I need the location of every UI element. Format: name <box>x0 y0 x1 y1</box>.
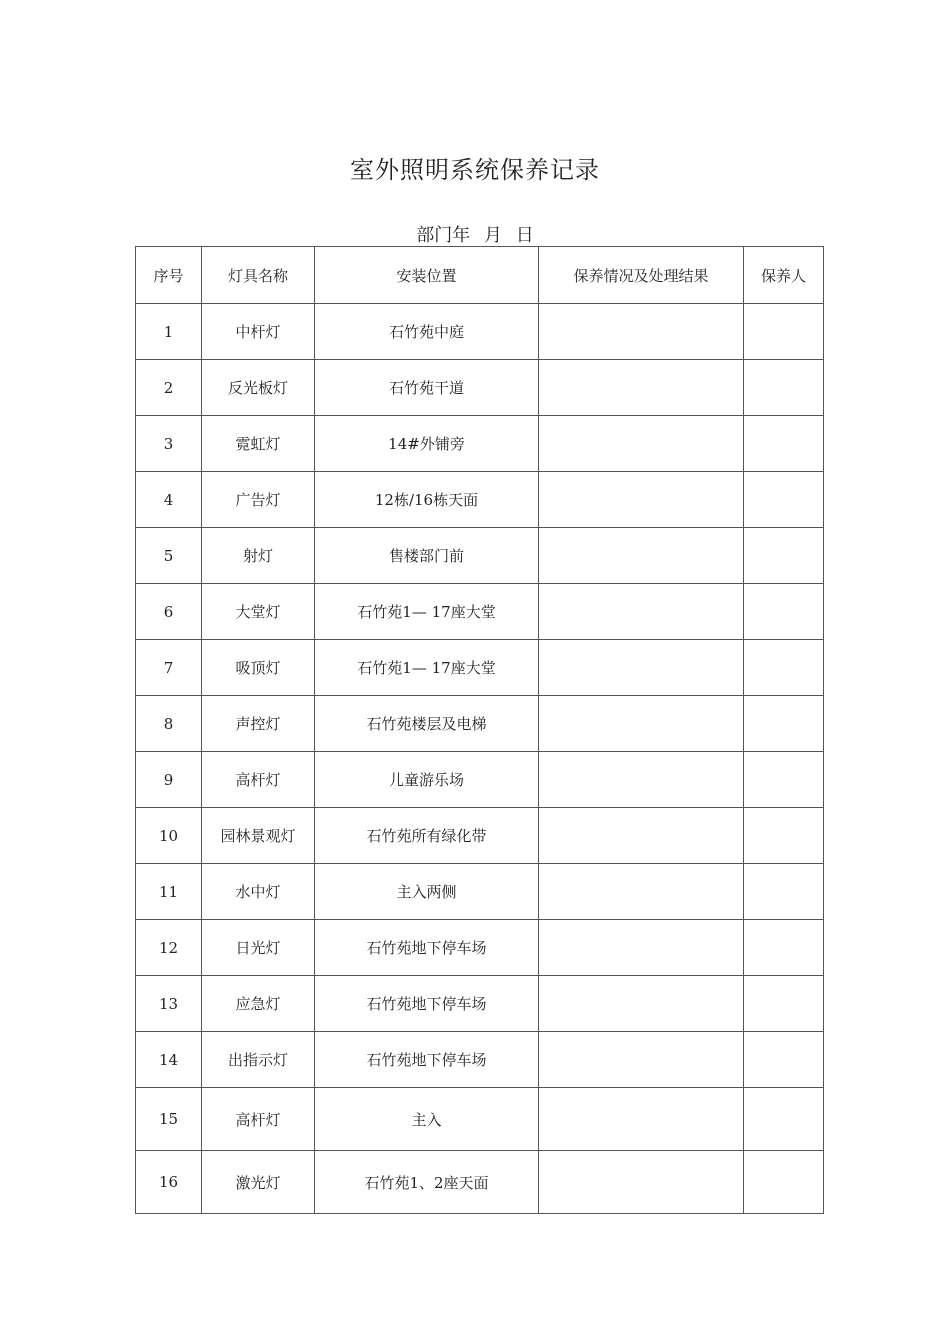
cell-lamp-name: 声控灯 <box>202 696 315 752</box>
cell-lamp-name: 日光灯 <box>202 920 315 976</box>
cell-result <box>539 584 744 640</box>
cell-person <box>744 360 824 416</box>
table-row <box>136 304 824 360</box>
cell-person <box>744 976 824 1032</box>
cell-location: 售楼部门前 <box>315 528 539 584</box>
cell-result <box>539 1032 744 1088</box>
cell-person <box>744 1088 824 1151</box>
header-result: 保养情况及处理结果 <box>539 247 744 304</box>
cell-location: 14#外铺旁 <box>315 416 539 472</box>
dept-year-label: 部门年 <box>416 225 471 246</box>
cell-result <box>539 640 744 696</box>
table-row <box>136 584 824 640</box>
cell-result <box>539 360 744 416</box>
cell-person <box>744 864 824 920</box>
cell-no: 9 <box>136 752 202 808</box>
cell-location: 石竹苑地下停车场 <box>315 1032 539 1088</box>
cell-location: 石竹苑中庭 <box>315 304 539 360</box>
cell-no: 8 <box>136 696 202 752</box>
cell-result <box>539 304 744 360</box>
table-row <box>136 640 824 696</box>
cell-lamp-name: 吸顶灯 <box>202 640 315 696</box>
table-row <box>136 976 824 1032</box>
cell-location: 主入两侧 <box>315 864 539 920</box>
table-row <box>136 1032 824 1088</box>
cell-lamp-name: 中杆灯 <box>202 304 315 360</box>
table-row <box>136 920 824 976</box>
cell-lamp-name: 霓虹灯 <box>202 416 315 472</box>
cell-person <box>744 640 824 696</box>
table-row <box>136 1088 824 1151</box>
header-person: 保养人 <box>744 247 824 304</box>
cell-lamp-name: 水中灯 <box>202 864 315 920</box>
cell-person <box>744 472 824 528</box>
date-line <box>0 221 950 247</box>
cell-result <box>539 920 744 976</box>
month-label: 月 <box>484 225 502 246</box>
cell-no: 11 <box>136 864 202 920</box>
cell-location: 石竹苑地下停车场 <box>315 920 539 976</box>
cell-lamp-name: 园林景观灯 <box>202 808 315 864</box>
cell-person <box>744 528 824 584</box>
cell-person <box>744 304 824 360</box>
cell-lamp-name: 大堂灯 <box>202 584 315 640</box>
cell-no: 7 <box>136 640 202 696</box>
cell-lamp-name: 射灯 <box>202 528 315 584</box>
cell-lamp-name: 应急灯 <box>202 976 315 1032</box>
cell-lamp-name: 广告灯 <box>202 472 315 528</box>
cell-result <box>539 1151 744 1214</box>
cell-location: 石竹苑楼层及电梯 <box>315 696 539 752</box>
header-no: 序号 <box>136 247 202 304</box>
cell-result <box>539 696 744 752</box>
table-row <box>136 696 824 752</box>
cell-result <box>539 416 744 472</box>
table-row <box>136 360 824 416</box>
cell-location: 石竹苑干道 <box>315 360 539 416</box>
cell-no: 2 <box>136 360 202 416</box>
cell-person <box>744 584 824 640</box>
cell-no: 3 <box>136 416 202 472</box>
cell-result <box>539 808 744 864</box>
cell-lamp-name: 高杆灯 <box>202 1088 315 1151</box>
day-label: 日 <box>515 225 534 246</box>
header-lamp-name: 灯具名称 <box>202 247 315 304</box>
table-row <box>136 808 824 864</box>
cell-person <box>744 696 824 752</box>
cell-location: 石竹苑1、2座天面 <box>315 1151 539 1214</box>
cell-no: 1 <box>136 304 202 360</box>
cell-person <box>744 416 824 472</box>
table-header-row <box>136 247 824 304</box>
table-row <box>136 472 824 528</box>
table-row <box>136 1151 824 1214</box>
cell-location: 12栋/16栋天面 <box>315 472 539 528</box>
table-row <box>136 528 824 584</box>
cell-person <box>744 1032 824 1088</box>
cell-no: 4 <box>136 472 202 528</box>
cell-lamp-name: 出指示灯 <box>202 1032 315 1088</box>
cell-result <box>539 976 744 1032</box>
cell-no: 5 <box>136 528 202 584</box>
cell-person <box>744 752 824 808</box>
cell-no: 6 <box>136 584 202 640</box>
cell-result <box>539 1088 744 1151</box>
document-title: 室外照明系统保养记录 <box>350 156 600 184</box>
cell-result <box>539 472 744 528</box>
cell-lamp-name: 激光灯 <box>202 1151 315 1214</box>
table-row <box>136 752 824 808</box>
cell-location: 石竹苑1— 17座大堂 <box>315 640 539 696</box>
cell-result <box>539 528 744 584</box>
cell-location: 石竹苑所有绿化带 <box>315 808 539 864</box>
cell-no: 13 <box>136 976 202 1032</box>
cell-person <box>744 920 824 976</box>
cell-person <box>744 808 824 864</box>
cell-no: 14 <box>136 1032 202 1088</box>
cell-lamp-name: 反光板灯 <box>202 360 315 416</box>
cell-result <box>539 752 744 808</box>
cell-lamp-name: 高杆灯 <box>202 752 315 808</box>
cell-result <box>539 864 744 920</box>
cell-location: 主入 <box>315 1088 539 1151</box>
maintenance-table <box>135 246 824 1214</box>
cell-no: 12 <box>136 920 202 976</box>
cell-no: 10 <box>136 808 202 864</box>
table-row <box>136 416 824 472</box>
cell-no: 15 <box>136 1088 202 1151</box>
cell-location: 石竹苑地下停车场 <box>315 976 539 1032</box>
table-row <box>136 864 824 920</box>
cell-location: 石竹苑1— 17座大堂 <box>315 584 539 640</box>
table-body <box>136 304 824 1214</box>
cell-location: 儿童游乐场 <box>315 752 539 808</box>
cell-no: 16 <box>136 1151 202 1214</box>
header-location: 安装位置 <box>315 247 539 304</box>
cell-person <box>744 1151 824 1214</box>
